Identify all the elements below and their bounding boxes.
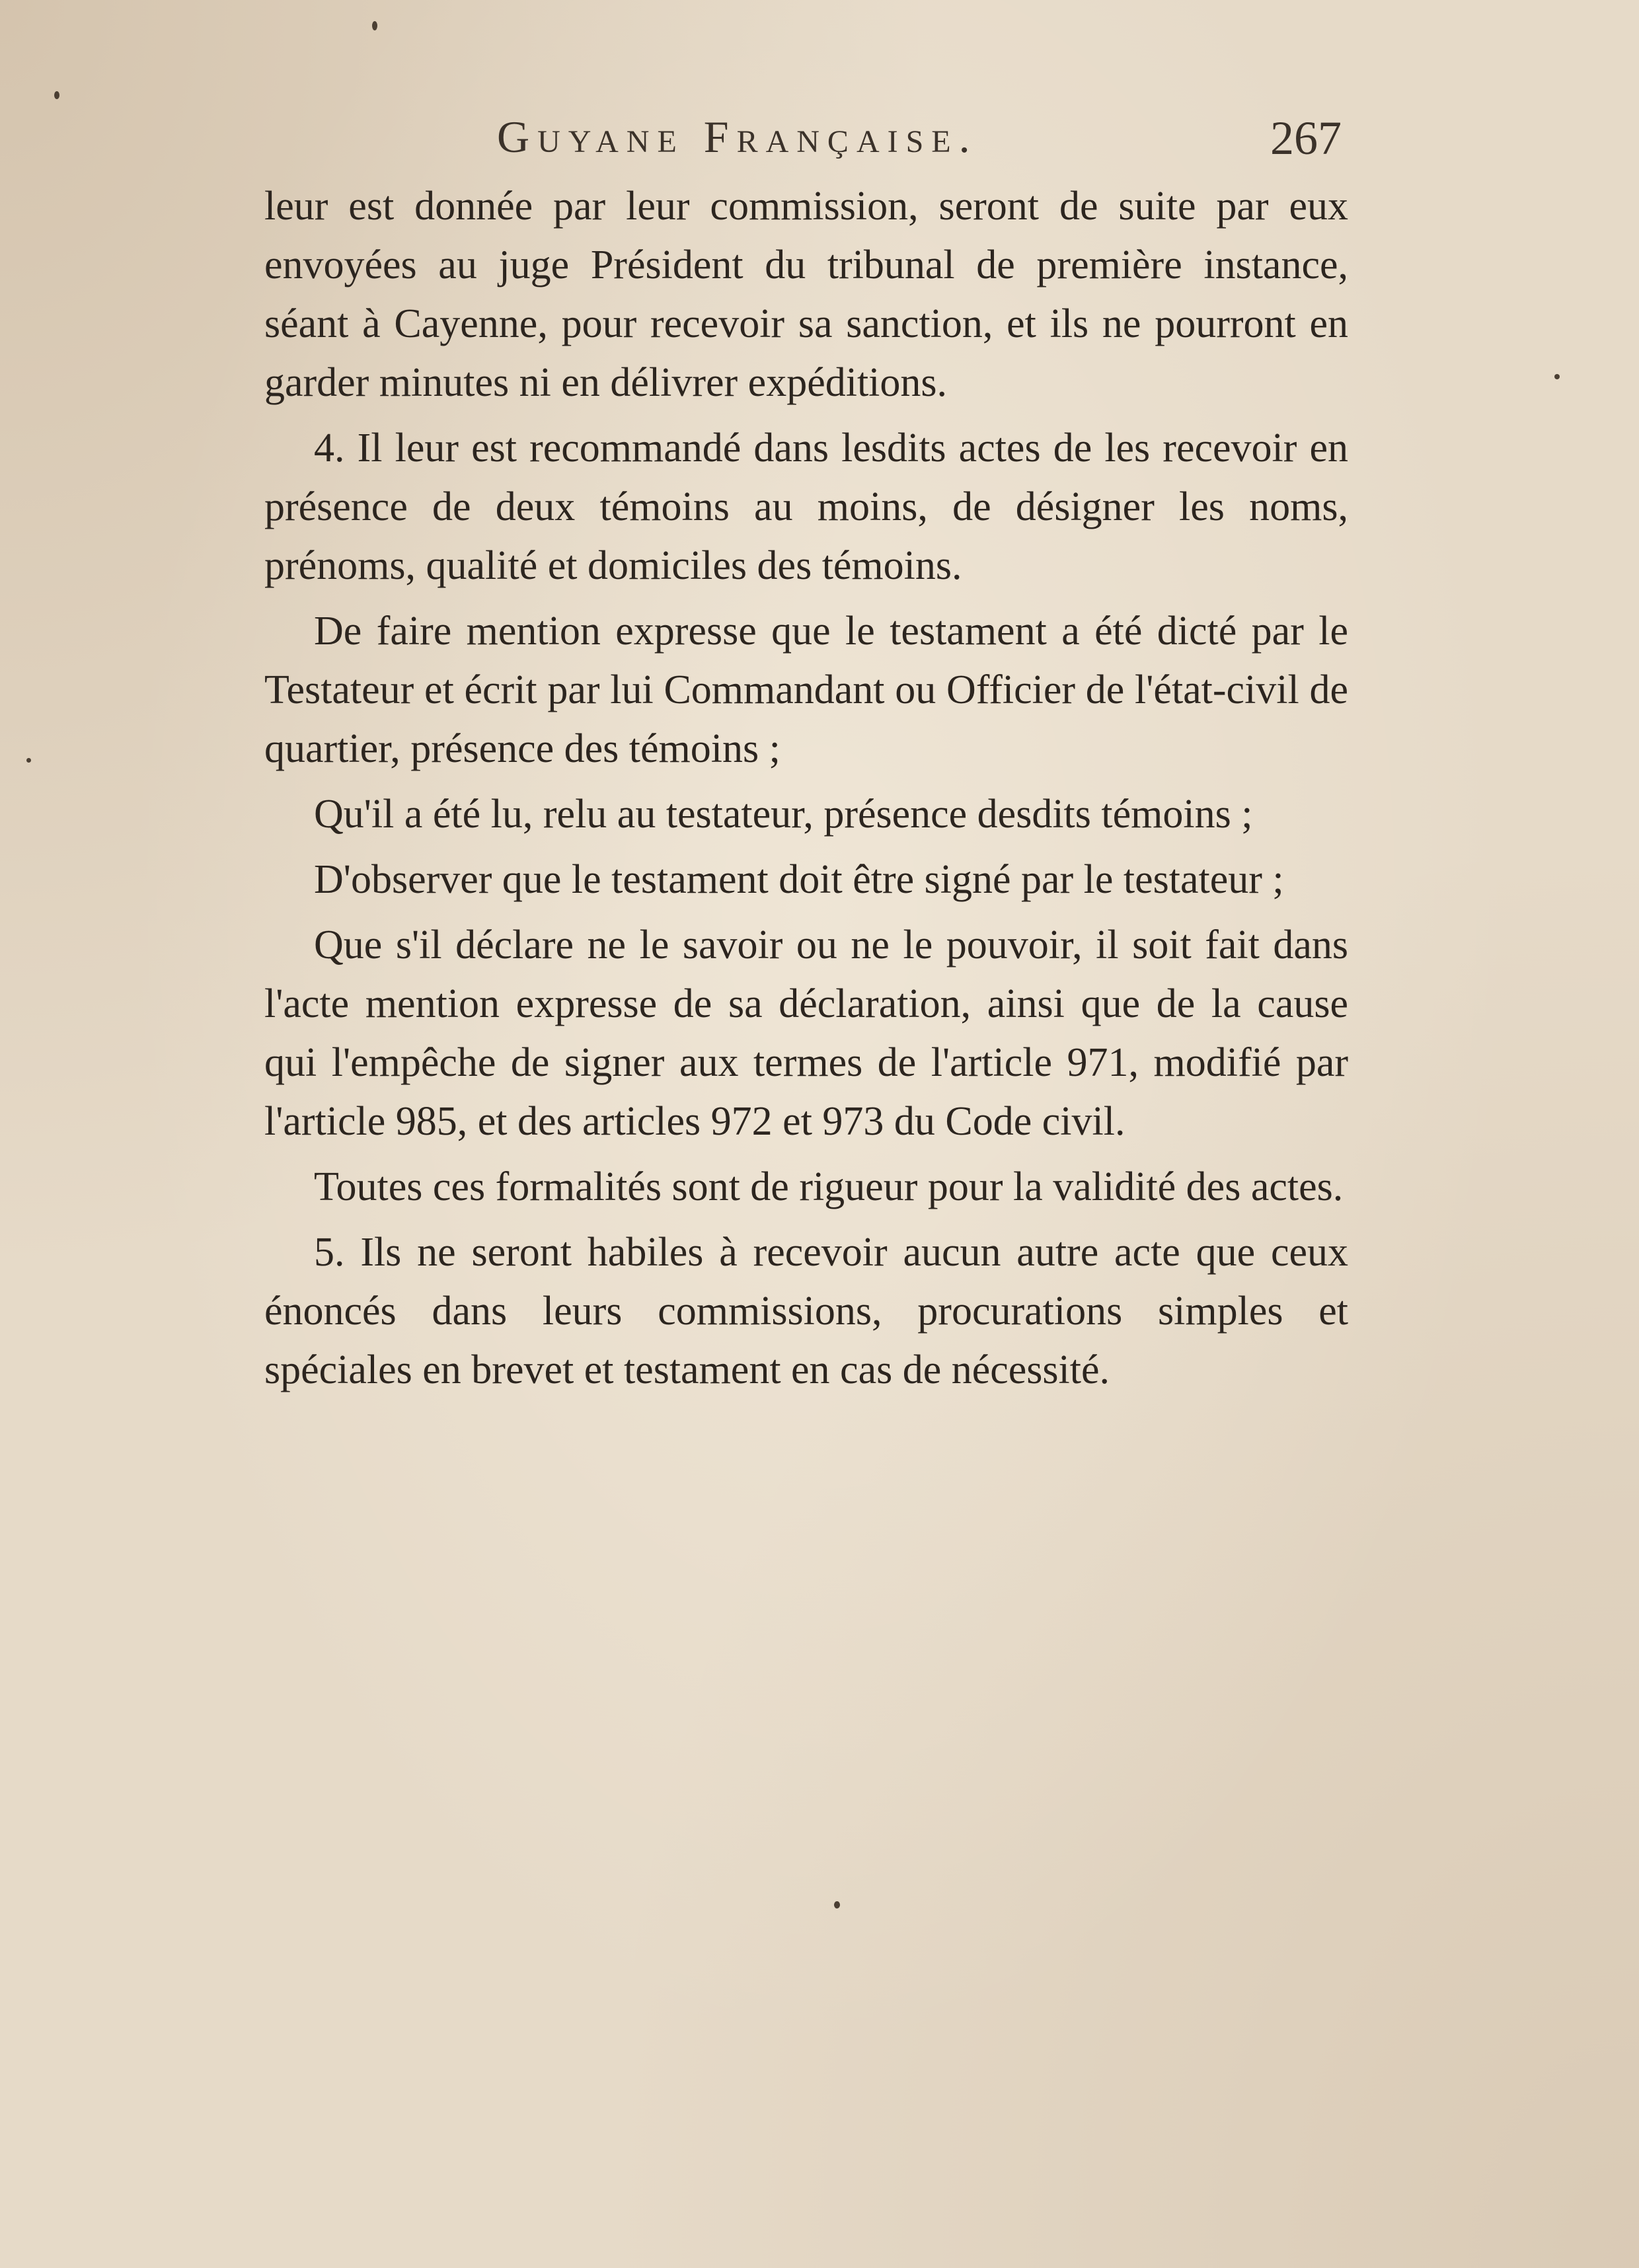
paragraph-lu-relu: Qu'il a été lu, relu au testateur, présence desdits témoins ; — [314, 792, 1253, 837]
page-header — [264, 111, 1342, 177]
ink-speck — [26, 758, 31, 763]
paragraph-signature: D'observer que le testament doit être signé par le testateur ; — [314, 857, 1284, 902]
body-text — [264, 177, 1348, 1406]
ink-speck — [1554, 374, 1560, 379]
paragraph-declaration: Que s'il déclare ne le savoir ou ne le pouvoir, il soit fait dans l'acte mention expresse de sa déclaration, ainsi que de la cause qui l'empêche de signer aux termes de l'article 971, modifié par l'article 985, et des articles 972 et 973 du Code civil. — [264, 923, 1348, 1144]
ink-speck — [54, 91, 59, 99]
running-title: Guyane Française. — [497, 112, 978, 162]
paragraph-article-5: 5. Ils ne seront habiles à recevoir aucun autre acte que ceux énoncés dans leurs commissions, procurations simples et spéciales en brevet et testament en cas de nécessité. — [264, 1230, 1348, 1392]
page-number: 267 — [1270, 112, 1342, 165]
ink-speck — [834, 1901, 840, 1909]
paragraph-formalites: Toutes ces formalités sont de rigueur pour la validité des actes. — [314, 1164, 1344, 1209]
paragraph-mention-expresse: De faire mention expresse que le testament a été dicté par le Testateur et écrit par lui Commandant ou Officier de l'état-civil de quartier, présence des témoins ; — [264, 609, 1348, 771]
ink-speck — [372, 21, 377, 30]
paragraph-continuation: leur est donnée par leur commission, seront de suite par eux envoyées au juge Président du tribunal de première instance, séant à Cayenne, pour recevoir sa sanction, et ils ne pourront en garder minutes ni en délivrer expéditions. — [264, 184, 1348, 405]
paragraph-article-4: 4. Il leur est recommandé dans lesdits actes de les recevoir en présence de deux témoins au moins, de désigner les noms, prénoms, qualité et domiciles des témoins. — [264, 426, 1348, 588]
